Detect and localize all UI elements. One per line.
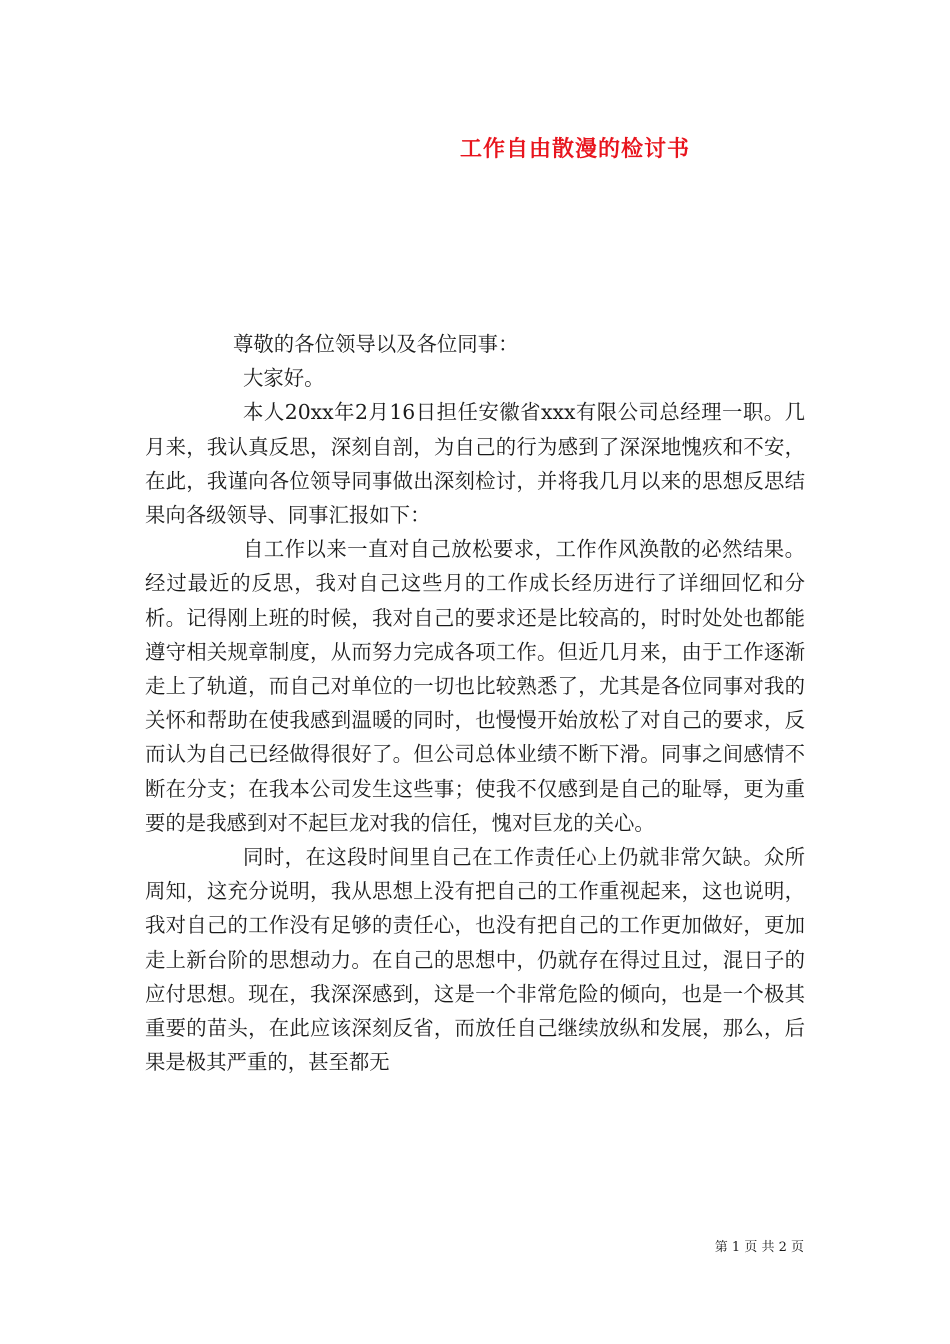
document-title: 工作自由散漫的检讨书 — [459, 136, 690, 162]
paragraph-3: 同时，在这段时间里自己在工作责任心上仍就非常欠缺。众所周知，这充分说明，我从思想上没有把自己的工作重视起来，这也说明，我对自己的工作没有足够的责任心，也没有把自己的工作更加做好，更加走上新台阶的思想动力。在自己的思想中，仍就存在得过且过，混日子的应付思想。现在，我深深感到，这是一个非常危险的倾向，也是一个极其重要的苗头，在此应该深刻反省，而放任自己继续放纵和发展，那么，后果是极其严重的，甚至都无 — [145, 845, 805, 1075]
salutation-line: 尊敬的各位领导以及各位同事： — [233, 332, 519, 356]
paragraph-1: 本人20xx年2月16日担任安徽省xxx有限公司总经理一职。几月来，我认真反思，深刻自剖，为自己的行为感到了深深地愧疚和不安，在此，我谨向各位领导同事做出深刻检讨，并将我几月以来的思想反思结果向各级领导、同事汇报如下： — [145, 400, 805, 528]
page-number-footer: 第 1 页 共 2 页 — [714, 1240, 804, 1255]
greeting-line: 大家好。 — [243, 366, 325, 391]
paragraph-2: 自工作以来一直对自己放松要求，工作作风涣散的必然结果。经过最近的反思，我对自己这些月的工作成长经历进行了详细回忆和分析。记得刚上班的时候，我对自己的要求还是比较高的，时时处处也都能遵守相关规章制度，从而努力完成各项工作。但近几月来，由于工作逐渐走上了轨道，而自己对单位的一切也比较熟悉了，尤其是各位同事对我的关怀和帮助在使我感到温暖的同时，也慢慢开始放松了对自己的要求，反而认为自己已经做得很好了。但公司总体业绩不断下滑。同事之间感情不断在分支；在我本公司发生这些事；使我不仅感到是自己的耻辱，更为重要的是我感到对不起巨龙对我的信任，愧对巨龙的关心。 — [145, 537, 805, 835]
document-body — [145, 327, 805, 1079]
